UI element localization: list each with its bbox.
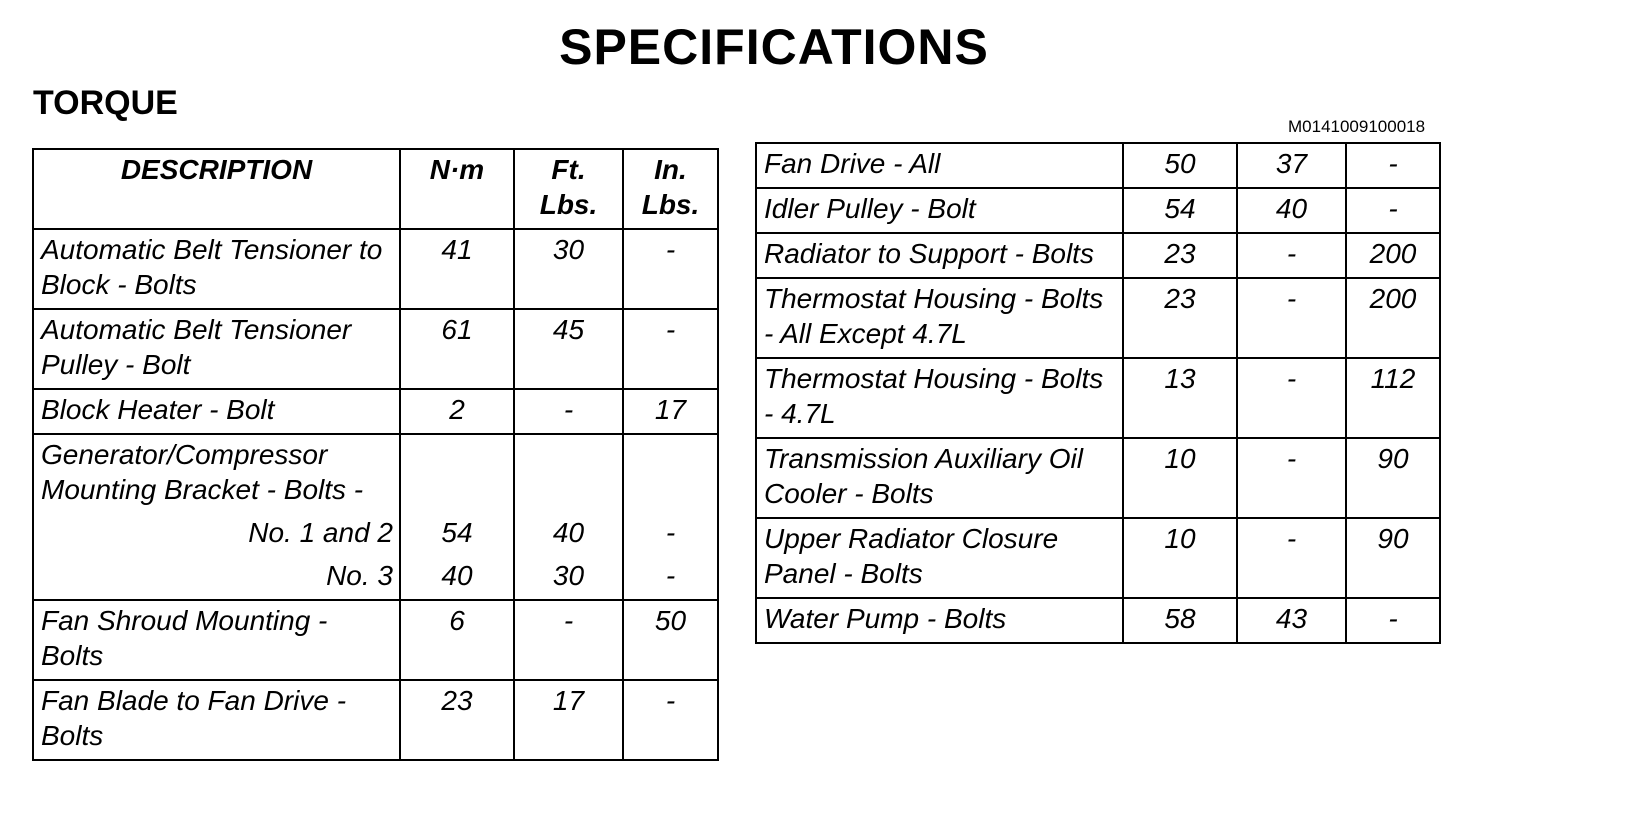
row-ftlbs: 17 — [514, 680, 623, 760]
row-description: Fan Drive - All — [756, 143, 1123, 188]
row-inlbs: - — [1346, 188, 1440, 233]
row-ftlbs: 45 — [514, 309, 623, 389]
row-ftlbs: 30 — [514, 556, 623, 600]
row-nm: 54 — [1123, 188, 1237, 233]
row-description: Fan Blade to Fan Drive - Bolts — [33, 680, 400, 760]
row-description: Water Pump - Bolts — [756, 598, 1123, 643]
row-inlbs: - — [623, 513, 718, 556]
row-ftlbs: - — [1237, 438, 1346, 518]
row-inlbs: 17 — [623, 389, 718, 434]
row-ftlbs: 30 — [514, 229, 623, 309]
ftlbs-header: Ft. Lbs. — [514, 149, 623, 229]
table-row — [33, 513, 718, 556]
row-inlbs: 90 — [1346, 518, 1440, 598]
row-nm: 61 — [400, 309, 514, 389]
torque-table-left — [32, 148, 719, 761]
row-description: Transmission Auxiliary Oil Cooler - Bolts — [756, 438, 1123, 518]
table-row — [756, 278, 1440, 358]
table-row — [756, 518, 1440, 598]
row-description: Thermostat Housing - Bolts - All Except 4.7L — [756, 278, 1123, 358]
row-inlbs: 90 — [1346, 438, 1440, 518]
row-description: Fan Shroud Mounting - Bolts — [33, 600, 400, 680]
table-row — [33, 309, 718, 389]
row-description: Idler Pulley - Bolt — [756, 188, 1123, 233]
figure-id: M0141009100018 — [1288, 117, 1426, 136]
row-nm: 23 — [400, 680, 514, 760]
row-inlbs: 112 — [1346, 358, 1440, 438]
row-inlbs: 200 — [1346, 233, 1440, 278]
row-inlbs: - — [623, 556, 718, 600]
table-row — [756, 598, 1440, 643]
row-inlbs: - — [1346, 143, 1440, 188]
row-nm: 6 — [400, 600, 514, 680]
table-row — [756, 233, 1440, 278]
row-ftlbs: - — [514, 600, 623, 680]
row-ftlbs: 37 — [1237, 143, 1346, 188]
table-row — [756, 143, 1440, 188]
row-description: Automatic Belt Tensioner Pulley - Bolt — [33, 309, 400, 389]
row-nm — [400, 434, 514, 513]
table-row — [33, 680, 718, 760]
row-inlbs: - — [623, 309, 718, 389]
row-nm: 10 — [1123, 518, 1237, 598]
row-ftlbs: - — [1237, 278, 1346, 358]
row-ftlbs: 43 — [1237, 598, 1346, 643]
description-header: DESCRIPTION — [33, 149, 400, 229]
row-description: No. 1 and 2 — [33, 513, 400, 556]
row-nm: 23 — [1123, 278, 1237, 358]
row-description: No. 3 — [33, 556, 400, 600]
row-description: Thermostat Housing - Bolts - 4.7L — [756, 358, 1123, 438]
table-row — [33, 434, 718, 513]
row-ftlbs: 40 — [514, 513, 623, 556]
table-row — [756, 438, 1440, 518]
row-ftlbs: - — [1237, 518, 1346, 598]
row-nm: 13 — [1123, 358, 1237, 438]
row-description: Generator/Compressor Mounting Bracket - Bolts - — [33, 434, 400, 513]
row-description: Upper Radiator Closure Panel - Bolts — [756, 518, 1123, 598]
row-nm: 2 — [400, 389, 514, 434]
row-inlbs: 200 — [1346, 278, 1440, 358]
section-title: TORQUE — [33, 84, 178, 122]
table-row — [33, 556, 718, 600]
row-inlbs: - — [1346, 598, 1440, 643]
row-nm: 54 — [400, 513, 514, 556]
table-header-row — [33, 149, 718, 229]
row-nm: 40 — [400, 556, 514, 600]
page-title: SPECIFICATIONS — [559, 19, 989, 75]
table-row — [756, 358, 1440, 438]
row-ftlbs — [514, 434, 623, 513]
row-nm: 10 — [1123, 438, 1237, 518]
row-description: Radiator to Support - Bolts — [756, 233, 1123, 278]
row-inlbs — [623, 434, 718, 513]
row-nm: 41 — [400, 229, 514, 309]
row-nm: 23 — [1123, 233, 1237, 278]
row-ftlbs: - — [514, 389, 623, 434]
row-description: Automatic Belt Tensioner to Block - Bolts — [33, 229, 400, 309]
table-row — [756, 188, 1440, 233]
table-row — [33, 229, 718, 309]
inlbs-header: In. Lbs. — [623, 149, 718, 229]
table-row — [33, 600, 718, 680]
row-ftlbs: - — [1237, 233, 1346, 278]
row-description: Block Heater - Bolt — [33, 389, 400, 434]
row-nm: 58 — [1123, 598, 1237, 643]
nm-header: N·m — [400, 149, 514, 229]
row-inlbs: 50 — [623, 600, 718, 680]
row-inlbs: - — [623, 680, 718, 760]
row-ftlbs: 40 — [1237, 188, 1346, 233]
table-row — [33, 389, 718, 434]
row-inlbs: - — [623, 229, 718, 309]
row-nm: 50 — [1123, 143, 1237, 188]
torque-table-right — [755, 142, 1441, 644]
row-ftlbs: - — [1237, 358, 1346, 438]
